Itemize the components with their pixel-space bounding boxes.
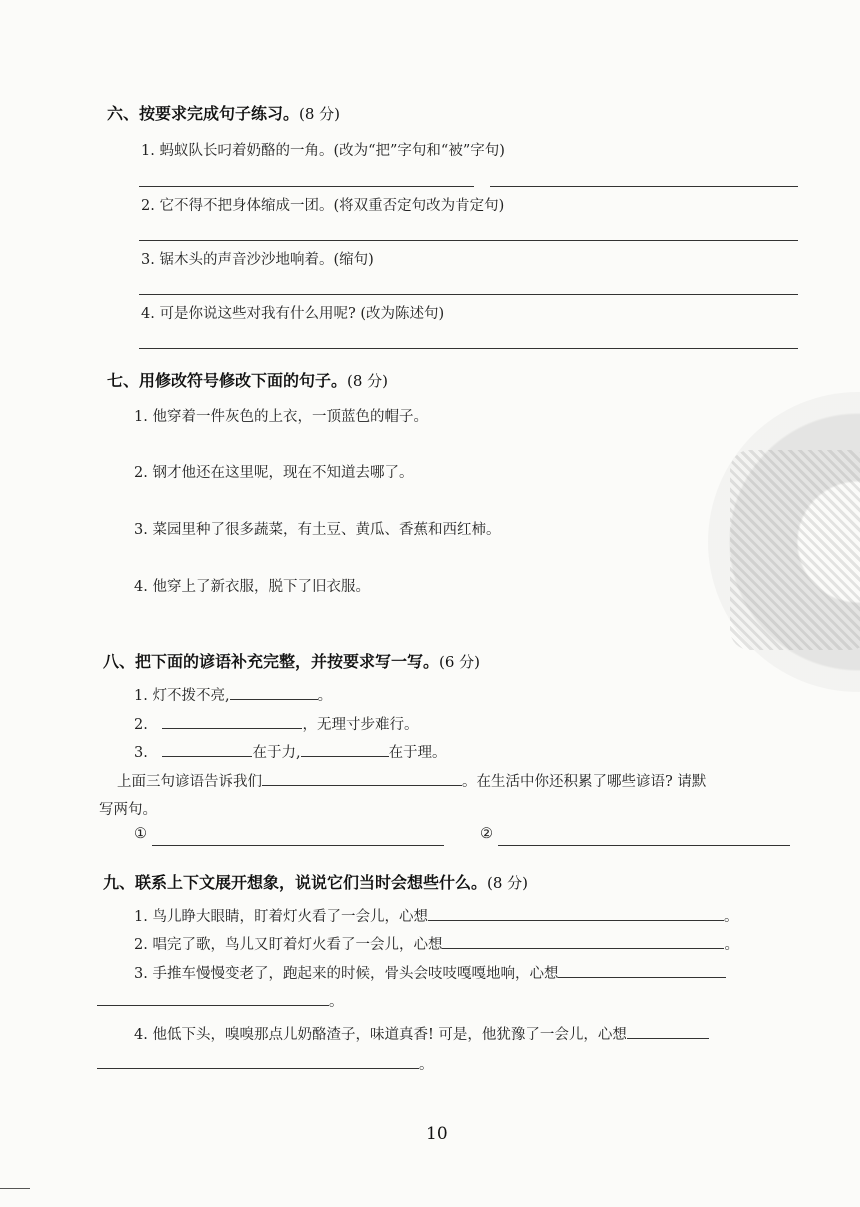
- s8-q3-mid-text: 在于力,: [252, 745, 301, 761]
- s9-question-3: [134, 962, 726, 983]
- s6-question-4: 4. 可是你说这些对我有什么用呢? (改为陈述句): [141, 306, 445, 322]
- s8-mark-2: ②: [480, 826, 493, 842]
- s8-q3-blank-a[interactable]: [162, 741, 252, 757]
- s8-q1-blank[interactable]: [230, 684, 318, 700]
- s9-q3-blank-b[interactable]: [97, 990, 329, 1006]
- s9-question-2: [134, 933, 739, 954]
- s6-question-3: 3. 锯木头的声音沙沙地响着。(缩句): [141, 252, 374, 268]
- section-6-heading: [107, 101, 340, 124]
- s8-summary-text-a: 上面三句谚语告诉我们: [117, 774, 262, 790]
- s9-question-4: [134, 1023, 709, 1044]
- section-9-heading: [103, 870, 528, 893]
- s6-q4-answer-line[interactable]: [139, 348, 798, 349]
- s8-summary-blank[interactable]: [262, 770, 462, 786]
- section-8-score: (6 分): [439, 653, 481, 671]
- s7-question-4: 4. 他穿上了新衣服，脱下了旧衣服。: [134, 579, 370, 595]
- section-9-title: 九、联系上下文展开想象，说说它们当时会想些什么。: [103, 873, 488, 892]
- s8-summary-text-b: 。在生活中你还积累了哪些谚语? 请默: [462, 774, 707, 790]
- section-6-score: (8 分): [299, 105, 341, 123]
- s9-q1-text: 1. 鸟儿睁大眼睛，盯着灯火看了一会儿，心想: [134, 909, 428, 925]
- s8-answer-line-2[interactable]: [498, 845, 790, 846]
- s9-question-4-cont: [97, 1053, 434, 1074]
- s8-summary-text-c: 写两句。: [99, 802, 157, 818]
- page-number: 10: [426, 1124, 448, 1144]
- scan-edge-mark: [0, 1188, 30, 1189]
- s8-mark-1: ①: [134, 826, 147, 842]
- s6-question-1: 1. 蚂蚁队长叼着奶酪的一角。(改为“把”字句和“被”字句): [141, 143, 505, 159]
- s9-q4-blank-a[interactable]: [627, 1023, 709, 1039]
- s6-q2-answer-line[interactable]: [139, 240, 798, 241]
- s8-question-2: [134, 713, 418, 734]
- section-7-heading: [107, 368, 388, 391]
- section-6-title: 六、按要求完成句子练习。: [107, 104, 300, 123]
- s9-q2-period: 。: [724, 937, 739, 953]
- stamp-watermark-inner: [730, 450, 860, 650]
- s8-q2-text: ，无理寸步难行。: [302, 717, 419, 733]
- s9-q3-text: 3. 手推车慢慢变老了，跑起来的时候，骨头会吱吱嘎嘎地响，心想: [134, 966, 559, 982]
- s8-q2-number: 2.: [134, 717, 148, 733]
- s6-q1-answer-line-b[interactable]: [490, 186, 798, 187]
- s7-question-3: 3. 菜园里种了很多蔬菜，有土豆、黄瓜、香蕉和西红柿。: [134, 522, 501, 538]
- s8-q3-blank-b[interactable]: [301, 741, 389, 757]
- s9-q2-blank[interactable]: [442, 933, 724, 949]
- s9-question-3-cont: [97, 990, 344, 1011]
- s9-q4-blank-b[interactable]: [97, 1053, 419, 1069]
- s8-question-3: [134, 741, 447, 762]
- s6-q1-answer-line-a[interactable]: [139, 186, 474, 187]
- s9-q4-period: 。: [419, 1057, 434, 1073]
- s8-q2-blank[interactable]: [162, 713, 302, 729]
- s8-summary-line: [117, 770, 706, 791]
- s9-q1-period: 。: [723, 909, 739, 925]
- s8-question-1: [134, 684, 332, 705]
- s8-q3-end-text: 在于理。: [388, 745, 447, 761]
- s9-q1-blank[interactable]: [428, 905, 724, 921]
- s9-q3-period: 。: [329, 994, 344, 1010]
- s9-q4-text: 4. 他低下头，嗅嗅那点儿奶酪渣子，味道真香! 可是，他犹豫了一会儿，心想: [134, 1027, 627, 1043]
- section-7-title: 七、用修改符号修改下面的句子。: [107, 371, 348, 390]
- s9-q3-blank-a[interactable]: [558, 962, 726, 978]
- section-7-score: (8 分): [347, 372, 389, 390]
- s8-answer-line-1[interactable]: [152, 845, 444, 846]
- section-8-title: 八、把下面的谚语补充完整，并按要求写一写。: [103, 652, 440, 671]
- s7-question-2: 2. 钢才他还在这里呢，现在不知道去哪了。: [134, 465, 414, 481]
- s8-q3-number: 3.: [134, 745, 148, 761]
- s8-q1-period: 。: [317, 688, 333, 704]
- s9-q2-text: 2. 唱完了歌，鸟儿又盯着灯火看了一会儿，心想: [134, 937, 443, 953]
- s6-q3-answer-line[interactable]: [139, 294, 798, 295]
- s9-question-1: [134, 905, 738, 926]
- section-8-heading: [103, 649, 480, 672]
- s6-question-2: 2. 它不得不把身体缩成一团。(将双重否定句改为肯定句): [141, 198, 505, 214]
- s7-question-1: 1. 他穿着一件灰色的上衣，一顶蓝色的帽子。: [134, 409, 428, 425]
- s8-q1-text: 1. 灯不拨不亮,: [134, 688, 230, 704]
- section-9-score: (8 分): [487, 874, 529, 892]
